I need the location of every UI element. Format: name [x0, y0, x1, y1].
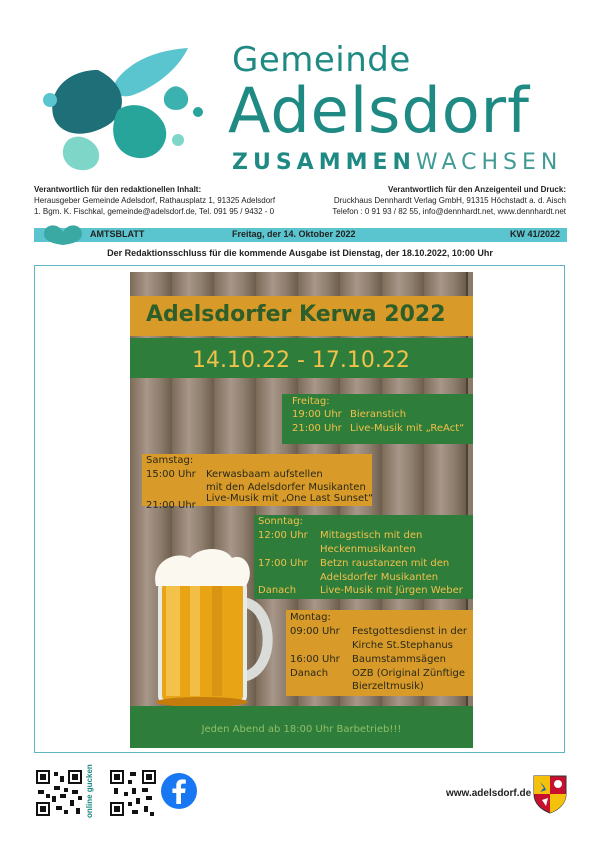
tagline: [232, 150, 562, 175]
beer-mug-illustration: [150, 542, 280, 707]
sunday-text-1: Mittagstisch mit den: [320, 530, 423, 541]
monday-time-2: 16:00 Uhr: [290, 654, 340, 665]
editorial-info: [34, 184, 275, 217]
friday-time-1: 19:00 Uhr: [292, 409, 342, 420]
poster-dates: 14.10.22 - 17.10.22: [192, 348, 410, 373]
poster-footer: Jeden Abend ab 18:00 Uhr Barbetrieb!!!: [201, 724, 402, 735]
facebook-icon[interactable]: [160, 772, 198, 810]
deadline-notice: Der Redaktionsschluss für die kommende Ausgabe ist Dienstag, der 18.10.2022, 10:00 Uhr: [107, 248, 493, 258]
sunday-time-1: 12:00 Uhr: [258, 530, 308, 541]
sunday-day: Sonntag:: [258, 516, 303, 527]
friday-day: Freitag:: [292, 396, 330, 407]
monday-time-1: 09:00 Uhr: [290, 626, 340, 637]
friday-text-2: Live-Musik mit „ReAct“: [350, 423, 465, 434]
coat-of-arms-icon: [532, 774, 568, 814]
monday-day: Montag:: [290, 612, 331, 623]
sunday-text-3: Betzn raustanzen mit den: [320, 558, 450, 569]
sunday-time-3: Danach: [258, 585, 297, 596]
title-adelsdorf: Adelsdorf: [228, 74, 530, 147]
sunday-text-2: Heckenmusikanten: [320, 544, 416, 555]
editorial-line2: 1. Bgm. K. Fischkal, gemeinde@adelsdorf.de, Tel. 091 95 / 9432 - 0: [34, 207, 275, 216]
title-gemeinde: Gemeinde: [232, 40, 411, 80]
online-label-text: online gucken: [85, 764, 94, 818]
monday-text-3: Baumstammsägen: [352, 654, 446, 665]
print-line2: Telefon : 0 91 93 / 82 55, info@dennhardt.net, www.dennhardt.net: [332, 207, 566, 216]
friday-time-2: 21:00 Uhr: [292, 423, 342, 434]
editorial-line1: Herausgeber Gemeinde Adelsdorf, Rathausplatz 1, 91325 Adelsdorf: [34, 196, 276, 205]
saturday-text-2: mit den Adelsdorfer Musikanten: [206, 482, 366, 493]
print-info: [332, 184, 566, 217]
print-heading: Verantwortlich für den Anzeigenteil und Druck:: [388, 185, 566, 194]
monday-text-5: Bierzeltmusik): [352, 681, 424, 692]
kerwa-poster: [130, 272, 473, 748]
saturday-text-1: Kerwasbaam aufstellen: [206, 469, 323, 480]
tagline-part1: ZUSAMMEN: [232, 150, 416, 175]
saturday-text-3: Live-Musik mit „One Last Sunset“: [206, 493, 374, 504]
municipality-logo: [38, 40, 218, 180]
banner-date: Freitag, der 14. Oktober 2022: [232, 229, 356, 239]
editorial-heading: Verantwortlich für den redaktionellen Inhalt:: [34, 185, 202, 194]
saturday-time-2: 21:00 Uhr: [146, 500, 196, 511]
saturday-day: Samstag:: [146, 455, 194, 466]
poster-title: Adelsdorfer Kerwa 2022: [146, 302, 446, 327]
qr-code-icon[interactable]: [34, 768, 84, 818]
website-link[interactable]: www.adelsdorf.de: [446, 788, 532, 799]
banner-name: AMTSBLATT: [90, 229, 145, 239]
qr-code-icon[interactable]: [108, 768, 158, 818]
monday-text-4: OZB (Original Zünftige: [352, 668, 466, 679]
tagline-part2: WACHSEN: [415, 150, 563, 175]
monday-time-3: Danach: [290, 668, 329, 679]
sunday-text-5: Live-Musik mit Jürgen Weber: [320, 585, 463, 596]
monday-text-2: Kirche St.Stephanus: [352, 640, 453, 651]
banner-week: KW 41/2022: [509, 229, 560, 239]
saturday-time-1: 15:00 Uhr: [146, 469, 196, 480]
sunday-text-4: Adelsdorfer Musikanten: [320, 572, 439, 583]
friday-text-1: Bieranstich: [350, 409, 407, 420]
sunday-time-2: 17:00 Uhr: [258, 558, 308, 569]
monday-text-1: Festgottesdienst in der: [352, 626, 467, 637]
banner-logo-icon: [40, 220, 86, 246]
online-label: [85, 764, 100, 818]
print-line1: Druckhaus Dennhardt Verlag GmbH, 91315 Höchstadt a. d. Aisch: [333, 196, 566, 205]
